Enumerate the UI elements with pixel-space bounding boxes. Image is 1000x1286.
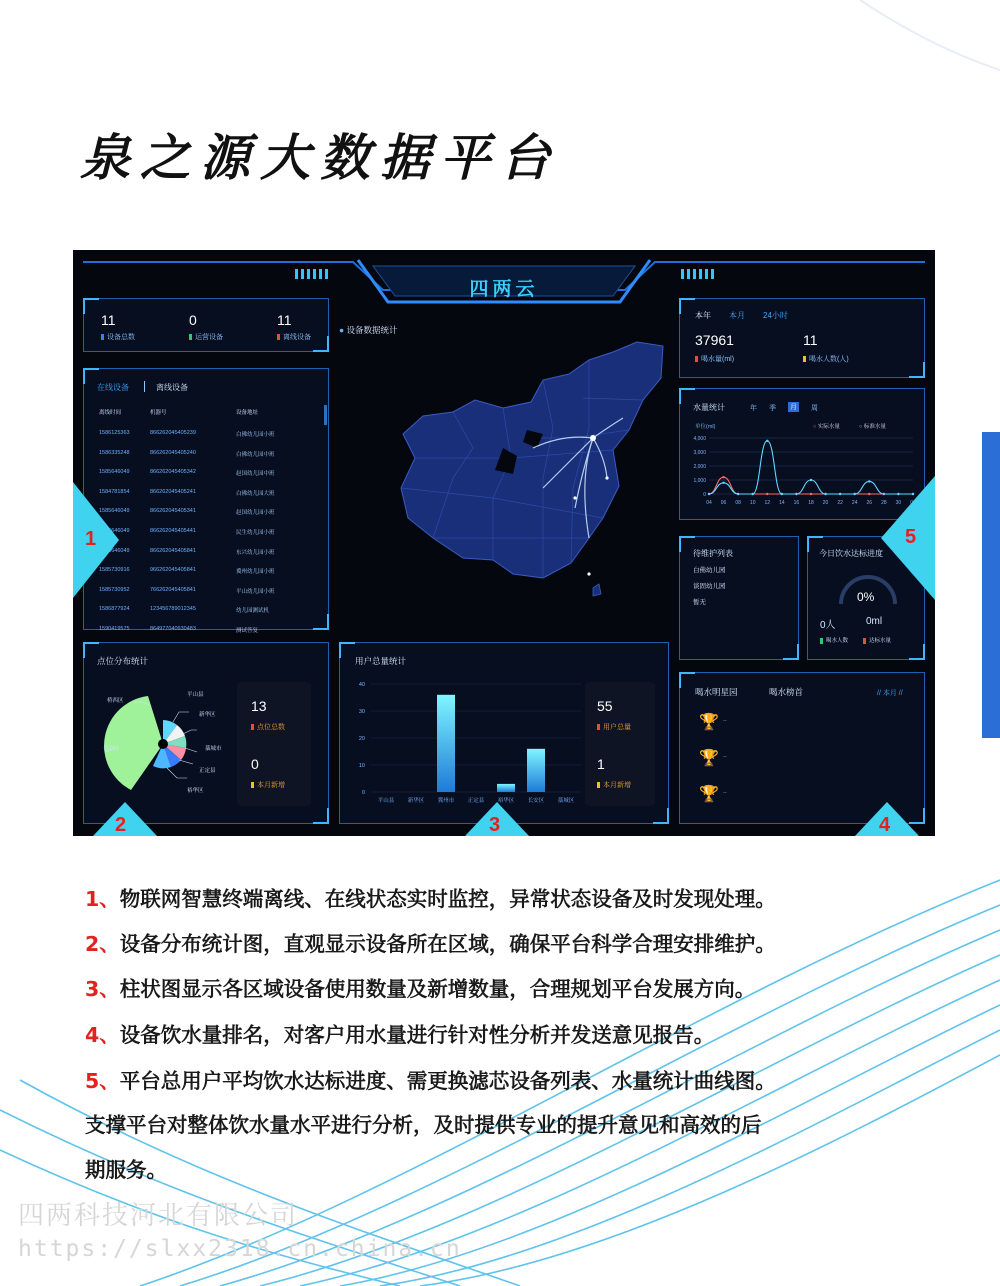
bar <box>527 749 545 792</box>
stat-running-label: 运营设备 <box>189 332 223 342</box>
x-tick-label: 冀州市 <box>437 798 455 804</box>
water-people-label: 喝水人数(人) <box>803 354 849 364</box>
water-tab-season[interactable]: 季 <box>769 405 776 412</box>
table-cell: 866262045405341 <box>150 508 196 515</box>
y-tick-label: 0 <box>703 492 706 498</box>
legend-standard: ○ 标准水量 <box>859 424 886 430</box>
tab-24h[interactable]: 24小时 <box>763 311 788 320</box>
table-cell: 1585646049 <box>99 508 130 515</box>
pie-label: 长安区 <box>103 746 120 752</box>
distribution-total-label: 点位总数 <box>251 722 285 732</box>
company-name: 四两科技河北有限公司 <box>18 1201 299 1231</box>
table-cell: 1585646049 <box>99 469 130 476</box>
table-cell: 白佛幼儿园大班 <box>236 490 275 497</box>
x-tick-label: 16 <box>793 500 800 506</box>
users-bar-chart <box>345 676 585 810</box>
x-tick-label: 裕华区 <box>497 798 515 804</box>
table-scrollbar[interactable] <box>324 405 327 425</box>
table-cell: 1584781854 <box>99 488 130 495</box>
china-map <box>393 338 673 598</box>
trophy-gold-icon: 🏆 <box>699 714 719 731</box>
table-cell: 幼儿园测试机 <box>236 608 270 615</box>
col-header-address: 设备地址 <box>236 410 259 416</box>
water-tab-week[interactable]: 周 <box>811 405 818 412</box>
stat-offline-value: 11 <box>277 312 292 328</box>
header-title: 四两云 <box>469 279 539 300</box>
table-cell: 白佛幼儿园中班 <box>236 451 275 458</box>
water-people-value: 11 <box>803 332 818 348</box>
table-cell: 866262045405240 <box>150 449 196 456</box>
y-tick-label: 10 <box>358 763 365 769</box>
x-tick-label: 14 <box>779 500 785 506</box>
x-tick-label: 藁城区 <box>557 798 575 804</box>
pie-label: 裕华区 <box>187 788 204 794</box>
pie-label: 正定县 <box>199 768 216 774</box>
pie-slice-changan <box>104 696 163 790</box>
y-tick-label: 4,000 <box>693 436 706 442</box>
users-new-label: 本月新增 <box>597 780 631 790</box>
map-title: ● 设备数据统计 <box>339 325 398 335</box>
x-tick-label: 20 <box>822 500 829 506</box>
users-new-value: 1 <box>597 756 605 772</box>
table-cell: 冀州幼儿园小班 <box>236 569 275 576</box>
x-tick-label: 22 <box>837 500 843 506</box>
bar <box>437 695 455 792</box>
table-cell: 1586125363 <box>99 430 130 436</box>
x-tick-label: 新华区 <box>407 798 425 804</box>
x-tick-label: 10 <box>749 500 756 506</box>
table-cell: 1586335248 <box>99 449 130 456</box>
water-volume-value: 37961 <box>695 332 734 348</box>
table-cell: 1586877924 <box>99 606 130 613</box>
feature-point-2: 2、设备分布统计图，直观显示设备所在区域，确保平台科学合理安排维护。 <box>85 932 776 956</box>
table-cell: 平山幼儿园小班 <box>236 588 275 595</box>
y-tick-label: 40 <box>358 682 365 688</box>
tab-year[interactable]: 本年 <box>695 311 711 320</box>
x-tick-label: 28 <box>881 500 887 506</box>
progress-people: 0人 <box>820 620 836 631</box>
pie-label: 新华区 <box>199 712 216 718</box>
legend-actual: ○ 实际水量 <box>813 424 840 430</box>
water-tab-year[interactable]: 年 <box>750 405 757 412</box>
ranking-item: -- <box>723 790 727 796</box>
water-volume-label: 喝水量(ml) <box>695 354 734 364</box>
stat-offline-label: 离线设备 <box>277 332 311 342</box>
distribution-new-label: 本月新增 <box>251 780 285 790</box>
x-tick-label: 24 <box>851 500 858 506</box>
ranking-item: -- <box>723 718 727 724</box>
table-cell: 766262045405841 <box>150 586 196 593</box>
feature-point-3: 3、柱状图显示各区域设备使用数量及新增数量，合理规划平台发展方向。 <box>85 977 756 1001</box>
stat-total-value: 11 <box>101 312 116 328</box>
table-cell: 1585730916 <box>99 567 130 574</box>
callout-number-5: 5 <box>905 526 917 548</box>
table-cell: 白佛幼儿园小班 <box>236 432 275 438</box>
trophy-silver-icon: 🏆 <box>699 750 719 767</box>
col-header-machine: 机器号 <box>150 410 167 416</box>
tab-month[interactable]: 本月 <box>729 311 745 320</box>
maintenance-item: 白佛幼儿园 <box>693 567 726 574</box>
water-unit: 单位(ml) <box>695 424 716 430</box>
distribution-new-value: 0 <box>251 756 259 772</box>
table-cell: 东兴幼儿园小班 <box>236 549 275 556</box>
x-tick-label: 06 <box>720 500 727 506</box>
tab-offline-devices[interactable]: 离线设备 <box>156 383 188 392</box>
device-stats-panel <box>83 298 329 352</box>
feature-point-4: 4、设备饮水量排名，对客户用水量进行针对性分析并发送意见报告。 <box>85 1023 715 1047</box>
callout-number-3: 3 <box>489 814 501 836</box>
table-cell: 赵国幼儿园小班 <box>236 510 275 517</box>
maintenance-item: 暂无 <box>693 599 706 606</box>
x-tick-label: 长安区 <box>527 798 545 804</box>
table-cell: 866262045405441 <box>150 528 196 534</box>
ranking-period[interactable]: // 本月 // <box>877 690 903 697</box>
water-tab-month[interactable]: 月 <box>790 404 797 411</box>
y-tick-label: 20 <box>358 736 365 742</box>
progress-percent: 0% <box>857 590 875 604</box>
table-cell: 1585646049 <box>99 547 130 554</box>
progress-legend-people: 喝水人数 <box>820 636 848 644</box>
progress-legend-volume: 达标水量 <box>863 636 891 644</box>
distribution-title: 点位分布统计 <box>97 656 149 666</box>
x-tick-label: 30 <box>895 500 902 506</box>
website-url[interactable]: https://slxx2318.cn.china.cn <box>18 1236 462 1262</box>
dashboard-screenshot <box>73 250 935 836</box>
x-tick-label: 04 <box>706 500 712 506</box>
x-tick-label: 01 <box>910 500 916 506</box>
table-cell: 866262045405342 <box>150 469 196 476</box>
table-cell: 123456789012345 <box>150 606 196 613</box>
stat-total-label: 设备总数 <box>101 332 135 342</box>
users-total-value: 55 <box>597 698 613 714</box>
table-cell: 866262045405241 <box>150 488 196 495</box>
callout-number-4: 4 <box>879 814 891 836</box>
x-tick-label: 正定县 <box>467 798 485 804</box>
users-title: 用户总量统计 <box>355 656 407 666</box>
tab-top-drinker[interactable]: 喝水榜首 <box>769 687 804 697</box>
table-cell: 1585646049 <box>99 528 130 534</box>
table-cell: 1590419575 <box>99 626 130 632</box>
tab-star-garden[interactable]: 喝水明星园 <box>695 687 738 697</box>
y-tick-label: 3,000 <box>693 450 706 456</box>
y-tick-label: 30 <box>358 709 365 715</box>
bar <box>497 784 515 792</box>
x-tick-label: 08 <box>735 500 741 506</box>
x-tick-label: 18 <box>808 500 814 506</box>
feature-point-5: 5、平台总用户平均饮水达标进度、需更换滤芯设备列表、水量统计曲线图。 <box>85 1069 776 1093</box>
callout-number-2: 2 <box>115 814 127 836</box>
summary-line-2: 期服务。 <box>85 1158 167 1182</box>
pie-label: 平山县 <box>187 692 204 698</box>
summary-line-1: 支撑平台对整体饮水量水平进行分析，及时提供专业的提升意见和高效的后 <box>85 1113 762 1137</box>
ranking-item: -- <box>723 754 727 760</box>
progress-volume: 0ml <box>866 616 883 627</box>
y-tick-label: 2,000 <box>693 464 706 470</box>
callout-number-1: 1 <box>85 528 97 550</box>
side-accent-bar <box>982 432 1000 738</box>
today-progress-title: 今日饮水达标进度 <box>819 549 883 558</box>
table-cell: 966262045405841 <box>150 567 196 574</box>
y-tick-label: 1,000 <box>693 478 706 484</box>
table-cell: 866262045405841 <box>150 547 196 554</box>
feature-point-1: 1、物联网智慧终端离线、在线状态实时监控，异常状态设备及时发现处理。 <box>85 887 776 911</box>
maintenance-item: 谈固幼儿园 <box>693 583 726 590</box>
maintenance-title: 待维护列表 <box>693 549 733 558</box>
table-cell: 测试答复 <box>236 628 259 634</box>
x-tick-label: 平山县 <box>377 798 395 804</box>
trophy-bronze-icon: 🏆 <box>699 786 719 803</box>
table-cell: 864977040930483 <box>150 626 196 632</box>
col-header-time: 离线时间 <box>99 410 122 416</box>
pie-label: 藁城市 <box>205 746 222 752</box>
stat-running-value: 0 <box>189 312 197 328</box>
users-total-label: 用户总量 <box>597 722 631 732</box>
table-cell: 赵国幼儿园中班 <box>236 471 275 478</box>
x-tick-label: 26 <box>866 500 873 506</box>
x-tick-label: 12 <box>764 500 771 506</box>
tab-online-devices[interactable]: 在线设备 <box>97 383 129 392</box>
table-cell: 866262045405239 <box>150 430 196 436</box>
table-cell: 1585730952 <box>99 586 130 593</box>
page-title: 泉之源大数据平台 <box>80 128 560 187</box>
pie-label: 桥西区 <box>107 698 124 704</box>
table-cell: 民生幼儿园小班 <box>236 530 275 536</box>
distribution-total-value: 13 <box>251 698 267 714</box>
tab-divider <box>144 381 145 392</box>
y-tick-label: 0 <box>361 790 365 796</box>
water-stats-title: 水量统计 <box>693 403 725 412</box>
